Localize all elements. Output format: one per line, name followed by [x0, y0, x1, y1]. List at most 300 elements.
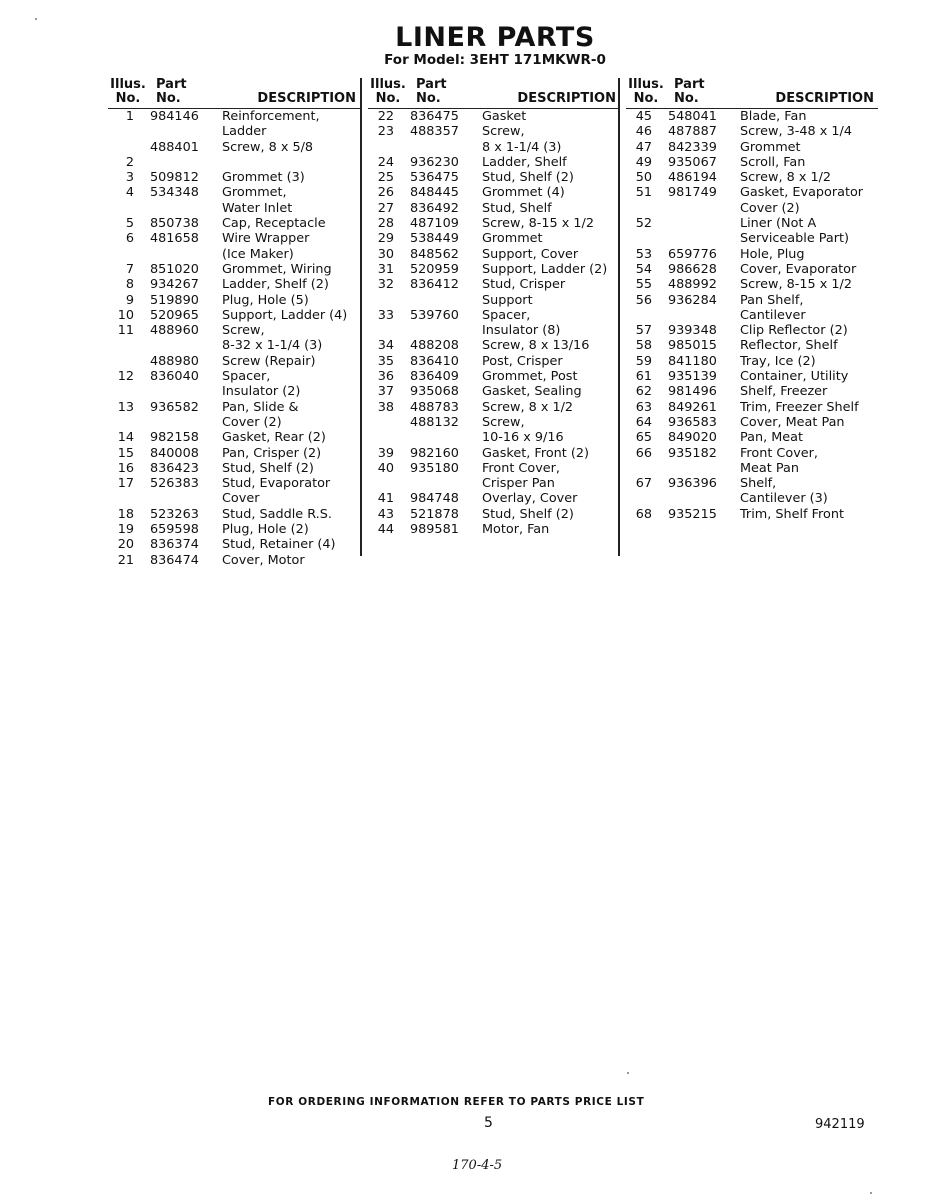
- part-description: Grommet,: [222, 185, 287, 201]
- parts-row: [626, 201, 878, 216]
- part-number: 984146: [150, 109, 199, 124]
- parts-column-2: [368, 78, 620, 537]
- part-description: Insulator (8): [482, 323, 561, 339]
- part-description: Grommet, Wiring: [222, 261, 332, 277]
- part-number: 487887: [668, 124, 717, 140]
- part-description: 8-32 x 1-1/4 (3): [222, 338, 323, 354]
- column-header: [368, 78, 620, 109]
- parts-row: [108, 537, 360, 552]
- part-number: 836475: [410, 109, 459, 124]
- parts-row: [626, 308, 878, 323]
- illus-number: 64: [635, 414, 652, 430]
- illus-number: 5: [125, 216, 134, 232]
- illus-number: 22: [377, 109, 394, 124]
- part-number: 488401: [150, 139, 199, 155]
- part-description: Gasket, Rear (2): [222, 430, 326, 446]
- parts-row: [368, 415, 620, 430]
- illus-number: 38: [377, 399, 394, 415]
- part-description: Stud, Retainer (4): [222, 537, 336, 553]
- parts-row: [626, 507, 878, 522]
- part-description: Motor, Fan: [482, 522, 550, 538]
- illus-number: 53: [635, 246, 652, 262]
- part-number: 836474: [150, 552, 199, 568]
- part-number: 521878: [410, 506, 459, 522]
- part-description: 8 x 1-1/4 (3): [482, 139, 562, 155]
- parts-row: [108, 231, 360, 246]
- part-number: 488132: [410, 414, 459, 430]
- part-description: Screw, 8-15 x 1/2: [740, 277, 852, 293]
- parts-row: [108, 124, 360, 139]
- part-description: Shelf, Freezer: [740, 384, 828, 400]
- description-header: DESCRIPTION: [257, 91, 356, 106]
- part-number: 836492: [410, 200, 459, 216]
- part-description: Plug, Hole (5): [222, 292, 309, 308]
- parts-row: [108, 262, 360, 277]
- parts-row: [368, 140, 620, 155]
- part-number: 548041: [668, 109, 717, 124]
- parts-row: [108, 293, 360, 308]
- illus-number: 13: [117, 399, 134, 415]
- illus-no-header: Illus. No.: [110, 77, 146, 106]
- parts-row: [108, 476, 360, 491]
- parts-row: [626, 277, 878, 292]
- parts-row: [368, 338, 620, 353]
- illus-number: 37: [377, 384, 394, 400]
- parts-row: [108, 170, 360, 185]
- illus-number: 8: [125, 277, 134, 293]
- parts-row: [108, 201, 360, 216]
- part-number: 519890: [150, 292, 199, 308]
- parts-row: [368, 491, 620, 506]
- column-header: [626, 78, 878, 109]
- description-header: DESCRIPTION: [775, 91, 874, 106]
- parts-row: [368, 369, 620, 384]
- parts-row: [108, 216, 360, 231]
- parts-row: [368, 201, 620, 216]
- part-description: Grommet: [482, 231, 543, 247]
- illus-number: 61: [635, 369, 652, 385]
- parts-row: [626, 247, 878, 262]
- part-number: 488783: [410, 399, 459, 415]
- parts-row: [108, 185, 360, 200]
- part-description: Water Inlet: [222, 200, 293, 216]
- part-number: 984748: [410, 491, 459, 507]
- part-number: 836040: [150, 369, 199, 385]
- part-number: 841180: [668, 353, 717, 369]
- part-description: Scroll, Fan: [740, 154, 806, 170]
- parts-row: [626, 446, 878, 461]
- scan-speck: [627, 1072, 629, 1074]
- parts-row: [108, 308, 360, 323]
- part-number: 935182: [668, 445, 717, 461]
- part-number: 985015: [668, 338, 717, 354]
- illus-number: 21: [117, 552, 134, 568]
- part-description: Screw,: [482, 414, 525, 430]
- parts-row: [108, 446, 360, 461]
- part-description: Container, Utility: [740, 369, 849, 385]
- parts-row: [368, 155, 620, 170]
- parts-row: [108, 109, 360, 124]
- illus-number: 24: [377, 154, 394, 170]
- illus-number: 9: [125, 292, 134, 308]
- part-no-header: Part No.: [156, 77, 187, 106]
- part-number: 935068: [410, 384, 459, 400]
- illus-number: 12: [117, 369, 134, 385]
- part-description: Meat Pan: [740, 460, 799, 476]
- part-number: 520959: [410, 261, 459, 277]
- illus-number: 18: [117, 506, 134, 522]
- document-number: 942119: [815, 1117, 865, 1132]
- part-number: 836412: [410, 277, 459, 293]
- illus-number: 10: [117, 307, 134, 323]
- part-description: Ladder, Shelf (2): [222, 277, 329, 293]
- parts-row: [108, 522, 360, 537]
- parts-row: [626, 430, 878, 445]
- part-description: Cap, Receptacle: [222, 216, 326, 232]
- page-title: LINER PARTS: [395, 22, 595, 53]
- parts-row: [626, 231, 878, 246]
- parts-row: [368, 476, 620, 491]
- part-description: Grommet, Post: [482, 369, 578, 385]
- illus-number: 3: [125, 170, 134, 186]
- part-number: 936582: [150, 399, 199, 415]
- parts-row: [108, 430, 360, 445]
- part-description: Gasket, Front (2): [482, 445, 589, 461]
- part-description: Support, Cover: [482, 246, 579, 262]
- illus-number: 63: [635, 399, 652, 415]
- part-description: Screw, 8 x 1/2: [482, 399, 574, 415]
- part-number: 935215: [668, 506, 717, 522]
- parts-row: [368, 216, 620, 231]
- parts-row: [108, 354, 360, 369]
- part-number: 840008: [150, 445, 199, 461]
- part-description: Support: [482, 292, 533, 308]
- illus-number: 20: [117, 537, 134, 553]
- handwritten-note: 170-4-5: [452, 1158, 503, 1173]
- part-number: 982160: [410, 445, 459, 461]
- part-description: Stud, Saddle R.S.: [222, 506, 332, 522]
- part-description: Ladder, Shelf: [482, 154, 567, 170]
- illus-number: 2: [125, 154, 134, 170]
- parts-row: [108, 415, 360, 430]
- part-number: 488992: [668, 277, 717, 293]
- parts-row: [626, 109, 878, 124]
- part-description: Support, Ladder (2): [482, 261, 608, 277]
- part-number: 935139: [668, 369, 717, 385]
- part-description: Screw, 8-15 x 1/2: [482, 216, 594, 232]
- part-number: 481658: [150, 231, 199, 247]
- part-description: Stud, Shelf (2): [482, 506, 574, 522]
- part-number: 488960: [150, 323, 199, 339]
- parts-row: [626, 415, 878, 430]
- parts-row: [626, 369, 878, 384]
- scan-speck: [870, 1192, 872, 1194]
- illus-number: 35: [377, 353, 394, 369]
- illus-number: 26: [377, 185, 394, 201]
- parts-row: [108, 369, 360, 384]
- parts-row: [626, 216, 878, 231]
- part-number: 842339: [668, 139, 717, 155]
- illus-number: 56: [635, 292, 652, 308]
- part-description: Cover (2): [222, 414, 282, 430]
- illus-number: 16: [117, 460, 134, 476]
- part-description: Screw, 3-48 x 1/4: [740, 124, 852, 140]
- illus-number: 6: [125, 231, 134, 247]
- part-description: Wire Wrapper: [222, 231, 310, 247]
- part-number: 936230: [410, 154, 459, 170]
- column-header: [108, 78, 360, 109]
- part-number: 936284: [668, 292, 717, 308]
- parts-column-1: [108, 78, 360, 568]
- illus-number: 43: [377, 506, 394, 522]
- illus-number: 39: [377, 445, 394, 461]
- part-description: Insulator (2): [222, 384, 301, 400]
- illus-number: 30: [377, 246, 394, 262]
- part-number: 526383: [150, 476, 199, 492]
- part-number: 851020: [150, 261, 199, 277]
- parts-row: [108, 507, 360, 522]
- page-number: 5: [484, 1115, 493, 1131]
- part-description: Spacer,: [222, 369, 271, 385]
- parts-row: [626, 140, 878, 155]
- part-description: Screw, 8 x 5/8: [222, 139, 314, 155]
- part-description: Support, Ladder (4): [222, 307, 348, 323]
- part-number: 989581: [410, 522, 459, 538]
- parts-rows: [626, 109, 878, 522]
- part-no-header: Part No.: [674, 77, 705, 106]
- part-description: Ladder: [222, 124, 267, 140]
- part-description: Screw,: [222, 323, 265, 339]
- part-number: 850738: [150, 216, 199, 232]
- scan-speck: [35, 18, 37, 20]
- parts-row: [368, 400, 620, 415]
- parts-row: [368, 293, 620, 308]
- part-description: Spacer,: [482, 307, 531, 323]
- part-number: 836423: [150, 460, 199, 476]
- part-description: Gasket: [482, 109, 527, 124]
- parts-row: [108, 277, 360, 292]
- part-description: Hole, Plug: [740, 246, 805, 262]
- illus-number: 28: [377, 216, 394, 232]
- part-no-header: Part No.: [416, 77, 447, 106]
- part-number: 939348: [668, 323, 717, 339]
- part-description: Screw,: [482, 124, 525, 140]
- part-description: Overlay, Cover: [482, 491, 578, 507]
- parts-row: [108, 323, 360, 338]
- illus-number: 40: [377, 460, 394, 476]
- part-number: 836374: [150, 537, 199, 553]
- parts-row: [368, 461, 620, 476]
- part-number: 523263: [150, 506, 199, 522]
- part-number: 935180: [410, 460, 459, 476]
- illus-number: 25: [377, 170, 394, 186]
- parts-rows: [368, 109, 620, 537]
- part-description: 10-16 x 9/16: [482, 430, 564, 446]
- illus-number: 15: [117, 445, 134, 461]
- parts-row: [108, 491, 360, 506]
- part-number: 486194: [668, 170, 717, 186]
- part-number: 981496: [668, 384, 717, 400]
- parts-row: [626, 461, 878, 476]
- part-number: 538449: [410, 231, 459, 247]
- illus-no-header: Illus. No.: [370, 77, 406, 106]
- part-number: 536475: [410, 170, 459, 186]
- part-description: Plug, Hole (2): [222, 522, 309, 538]
- part-description: Reflector, Shelf: [740, 338, 838, 354]
- parts-row: [626, 476, 878, 491]
- parts-row: [108, 553, 360, 568]
- parts-row: [368, 323, 620, 338]
- part-description: Grommet (4): [482, 185, 565, 201]
- part-description: Tray, Ice (2): [740, 353, 816, 369]
- parts-column-3: [626, 78, 878, 522]
- part-description: Crisper Pan: [482, 476, 555, 492]
- illus-number: 41: [377, 491, 394, 507]
- parts-row: [368, 308, 620, 323]
- parts-row: [626, 185, 878, 200]
- column-divider: [618, 78, 620, 556]
- parts-row: [108, 338, 360, 353]
- part-number: 520965: [150, 307, 199, 323]
- part-number: 488208: [410, 338, 459, 354]
- parts-row: [368, 247, 620, 262]
- part-number: 487109: [410, 216, 459, 232]
- parts-row: [626, 262, 878, 277]
- part-number: 986628: [668, 261, 717, 277]
- parts-row: [626, 491, 878, 506]
- parts-row: [368, 109, 620, 124]
- parts-row: [368, 507, 620, 522]
- parts-row: [108, 461, 360, 476]
- illus-number: 36: [377, 369, 394, 385]
- part-description: Post, Crisper: [482, 353, 563, 369]
- part-number: 659598: [150, 522, 199, 538]
- parts-row: [626, 400, 878, 415]
- illus-number: 59: [635, 353, 652, 369]
- part-description: Cover, Meat Pan: [740, 414, 845, 430]
- model-subtitle: For Model: 3EHT 171MKWR-0: [384, 52, 606, 68]
- part-description: Trim, Shelf Front: [740, 506, 844, 522]
- part-description: Stud, Shelf (2): [482, 170, 574, 186]
- illus-no-header: Illus. No.: [628, 77, 664, 106]
- illus-number: 57: [635, 323, 652, 339]
- parts-row: [626, 323, 878, 338]
- illus-number: 67: [635, 476, 652, 492]
- part-description: Stud, Shelf (2): [222, 460, 314, 476]
- illus-number: 65: [635, 430, 652, 446]
- part-description: Front Cover,: [482, 460, 560, 476]
- part-number: 981749: [668, 185, 717, 201]
- illus-number: 44: [377, 522, 394, 538]
- illus-number: 55: [635, 277, 652, 293]
- part-number: 848562: [410, 246, 459, 262]
- part-description: Cover, Evaporator: [740, 261, 857, 277]
- parts-row: [368, 430, 620, 445]
- part-description: Shelf,: [740, 476, 777, 492]
- part-number: 934267: [150, 277, 199, 293]
- part-description: Screw, 8 x 13/16: [482, 338, 590, 354]
- parts-row: [368, 384, 620, 399]
- part-description: Grommet (3): [222, 170, 305, 186]
- part-description: Stud, Evaporator: [222, 476, 331, 492]
- illus-number: 17: [117, 476, 134, 492]
- parts-row: [108, 400, 360, 415]
- part-description: Pan, Slide &: [222, 399, 299, 415]
- part-description: Pan Shelf,: [740, 292, 804, 308]
- part-number: 935067: [668, 154, 717, 170]
- illus-number: 54: [635, 261, 652, 277]
- part-number: 488980: [150, 353, 199, 369]
- part-description: Stud, Crisper: [482, 277, 566, 293]
- parts-row: [368, 522, 620, 537]
- part-description: Pan, Crisper (2): [222, 445, 322, 461]
- part-number: 836409: [410, 369, 459, 385]
- illus-number: 68: [635, 506, 652, 522]
- column-divider: [360, 78, 362, 556]
- part-description: Cantilever (3): [740, 491, 828, 507]
- part-number: 848445: [410, 185, 459, 201]
- part-description: Pan, Meat: [740, 430, 804, 446]
- illus-number: 29: [377, 231, 394, 247]
- parts-row: [368, 446, 620, 461]
- parts-row: [626, 293, 878, 308]
- part-number: 836410: [410, 353, 459, 369]
- parts-row: [368, 262, 620, 277]
- illus-number: 62: [635, 384, 652, 400]
- illus-number: 33: [377, 307, 394, 323]
- part-description: Front Cover,: [740, 445, 818, 461]
- illus-number: 51: [635, 185, 652, 201]
- parts-row: [368, 277, 620, 292]
- illus-number: 7: [125, 261, 134, 277]
- illus-number: 49: [635, 154, 652, 170]
- illus-number: 46: [635, 124, 652, 140]
- part-description: Blade, Fan: [740, 109, 807, 124]
- part-number: 849020: [668, 430, 717, 446]
- part-description: Screw (Repair): [222, 353, 316, 369]
- illus-number: 50: [635, 170, 652, 186]
- parts-row: [626, 170, 878, 185]
- part-description: Serviceable Part): [740, 231, 850, 247]
- parts-row: [368, 354, 620, 369]
- parts-rows: [108, 109, 360, 568]
- part-description: Cantilever: [740, 307, 806, 323]
- part-number: 659776: [668, 246, 717, 262]
- part-number: 982158: [150, 430, 199, 446]
- part-number: 534348: [150, 185, 199, 201]
- part-number: 849261: [668, 399, 717, 415]
- part-number: 936396: [668, 476, 717, 492]
- part-description: Cover (2): [740, 200, 800, 216]
- parts-row: [108, 140, 360, 155]
- part-description: Grommet: [740, 139, 801, 155]
- part-description: (Ice Maker): [222, 246, 294, 262]
- illus-number: 32: [377, 277, 394, 293]
- illus-number: 4: [125, 185, 134, 201]
- part-number: 936583: [668, 414, 717, 430]
- parts-row: [368, 170, 620, 185]
- parts-row: [626, 155, 878, 170]
- parts-row: [108, 155, 360, 170]
- part-description: Trim, Freezer Shelf: [740, 399, 859, 415]
- part-description: Clip Reflector (2): [740, 323, 848, 339]
- illus-number: 34: [377, 338, 394, 354]
- illus-number: 23: [377, 124, 394, 140]
- parts-row: [626, 124, 878, 139]
- parts-row: [368, 185, 620, 200]
- part-description: Screw, 8 x 1/2: [740, 170, 832, 186]
- parts-row: [626, 338, 878, 353]
